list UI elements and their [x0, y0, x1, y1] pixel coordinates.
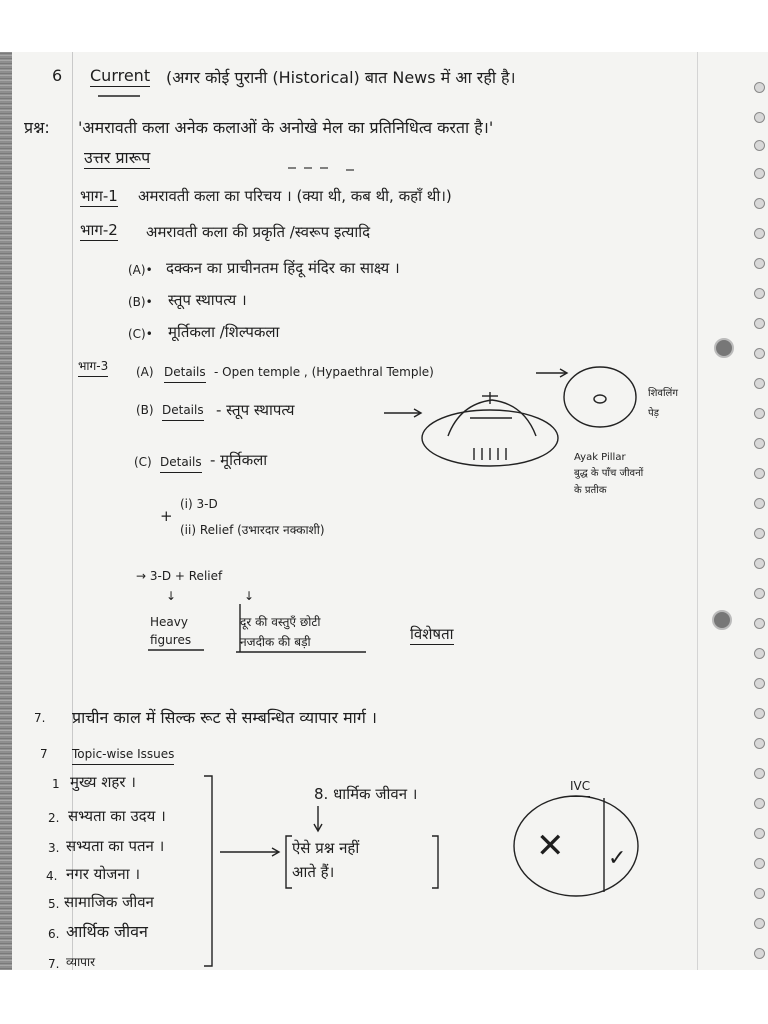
ivc-label: IVC — [570, 776, 590, 797]
binder-hole — [754, 468, 765, 479]
topic-number: 7 — [40, 747, 48, 761]
binder-hole — [754, 408, 765, 419]
binder-hole — [754, 498, 765, 509]
topic-list-num-2: 2. — [48, 811, 60, 825]
pillar-note-line-3: के प्रतीक — [574, 485, 607, 496]
binder-hole — [754, 318, 765, 329]
binder-hole — [754, 798, 765, 809]
bhag-1-label: भाग-1 — [80, 187, 118, 205]
binder-hole — [754, 348, 765, 359]
topic-list-num-5: 5. — [48, 897, 60, 911]
binder-hole — [754, 82, 765, 93]
bhag-2-item-a-text: दक्कन का प्राचीनतम हिंदू मंदिर का साक्ष्य । — [166, 259, 400, 277]
bhag-3-item-a-details: Details — [164, 362, 206, 383]
cross-mark: ✕ — [536, 826, 565, 866]
topic-list-bracket — [204, 776, 212, 966]
perspective-line-2: नजदीक की बड़ी — [240, 635, 311, 649]
ivc-circle — [514, 796, 638, 896]
binder-hole — [754, 678, 765, 689]
topic-list-num-4: 4. — [46, 869, 58, 883]
punch-hole — [714, 338, 734, 358]
bhag-3-item-c-details: Details — [160, 452, 202, 473]
binder-hole — [754, 888, 765, 899]
temple-circle-sketch — [564, 367, 636, 427]
current-label: Current — [90, 66, 151, 85]
pillar-note-line-1: Ayak Pillar — [574, 452, 626, 463]
topic-list-item-3: सभ्यता का पतन । — [66, 837, 165, 855]
sculpture-type-relief: (ii) Relief (उभारदार नक्काशी) — [180, 523, 325, 537]
sculpture-type-3d: (i) 3-D — [180, 497, 218, 511]
binder-hole — [754, 288, 765, 299]
bhag-3-item-a-mark: (A) — [136, 365, 154, 379]
heavy-line-2: figures — [150, 633, 192, 647]
visheshta-label: विशेषता — [410, 625, 454, 643]
punch-hole — [712, 610, 732, 630]
bhag-2-item-c-text: मूर्तिकला /शिल्पकला — [168, 323, 280, 341]
topic-label: Topic-wise Issues — [72, 744, 174, 765]
answer-format-heading: उत्तर प्रारूप — [84, 148, 151, 167]
topic-list-item-1: मुख्य शहर । — [70, 773, 136, 791]
topic-list-item-6: आर्थिक जीवन — [66, 922, 148, 941]
bhag-3-item-b-text: - स्तूप स्थापत्य — [216, 401, 295, 419]
bhag-3-item-a-text: - Open temple , (Hypaethral Temple) — [214, 365, 434, 379]
binder-hole — [754, 228, 765, 239]
binder-hole — [754, 648, 765, 659]
bhag-2-label: भाग-2 — [80, 221, 118, 239]
binder-hole — [754, 558, 765, 569]
bhag-2-item-b-mark: (B)• — [128, 295, 153, 309]
topic-list-num-1: 1 — [52, 777, 60, 791]
bhag-3-label: भाग-3 — [78, 356, 108, 377]
dharmik-jeevan: 8. धार्मिक जीवन । — [314, 785, 418, 803]
plus-sign: + — [160, 507, 173, 525]
topic-list-num-6: 6. — [48, 927, 60, 941]
question-text: 'अमरावती कला अनेक कलाओं के अनोखे मेल का प्रतिनिधित्व करता है।' — [78, 118, 494, 137]
item-number-6: 6 — [52, 66, 63, 85]
no-question-line-1: ऐसे प्रश्न नहीं — [292, 839, 360, 857]
question-prefix: प्रश्न: — [24, 118, 50, 137]
binder-hole — [754, 828, 765, 839]
bhag-2-item-a-mark: (A)• — [128, 263, 153, 277]
silk-number: 7. — [34, 711, 46, 725]
topic-list-item-5: सामाजिक जीवन — [64, 893, 154, 911]
topic-list-item-7: व्यापार — [66, 955, 96, 969]
pillar-note-line-2: बुद्ध के पाँच जीवनों — [574, 468, 644, 479]
binder-hole — [754, 140, 765, 151]
binder-hole — [754, 528, 765, 539]
bhag-2-item-b-text: स्तूप स्थापत्य । — [168, 291, 247, 309]
bhag-2-item-c-mark: (C)• — [128, 327, 153, 341]
perspective-line-1: दूर की वस्तुएँ छोटी — [240, 615, 321, 629]
binder-hole — [754, 618, 765, 629]
silk-text: प्राचीन काल में सिल्क रूट से सम्बन्धित व्यापार मार्ग । — [72, 708, 377, 727]
bhag-3-item-b-details: Details — [162, 400, 204, 421]
binder-hole — [754, 738, 765, 749]
arrow-down-left: ↓ — [166, 589, 177, 603]
bhag-2-text: अमरावती कला की प्रकृति /स्वरूप इत्यादि — [146, 223, 371, 241]
binder-hole — [754, 948, 765, 959]
arrow-down-right: ↓ — [244, 589, 255, 603]
topic-list-item-2: सभ्यता का उदय । — [68, 807, 166, 825]
binder-hole — [754, 438, 765, 449]
tick-mark: ✓ — [608, 846, 627, 871]
bhag-1-text: अमरावती कला का परिचय । (क्या थी, कब थी, कहाँ थी।) — [138, 187, 452, 205]
binder-hole — [754, 168, 765, 179]
binder-hole — [754, 768, 765, 779]
bhag-3-item-c-text: - मूर्तिकला — [210, 451, 268, 469]
combo-line: → 3-D + Relief — [136, 569, 223, 583]
bhag-3-item-b-mark: (B) — [136, 403, 154, 417]
binder-hole — [754, 858, 765, 869]
binder-hole — [754, 198, 765, 209]
temple-note-line-1: शिवलिंग — [648, 388, 678, 399]
binder-hole — [754, 112, 765, 123]
binder-hole — [754, 708, 765, 719]
topic-list-num-7: 7. — [48, 957, 60, 971]
binder-hole — [754, 588, 765, 599]
binder-hole — [754, 258, 765, 269]
topic-list-num-3: 3. — [48, 841, 60, 855]
bhag-3-item-c-mark: (C) — [134, 455, 152, 469]
binder-hole — [754, 918, 765, 929]
current-text: (अगर कोई पुरानी (Historical) बात News में आ रही है। — [166, 68, 516, 87]
heavy-line-1: Heavy — [150, 615, 188, 629]
no-question-line-2: आते हैं। — [292, 863, 335, 881]
binder-hole — [754, 378, 765, 389]
topic-list-item-4: नगर योजना । — [66, 865, 141, 883]
temple-note-line-2: पेड़ — [648, 408, 660, 419]
